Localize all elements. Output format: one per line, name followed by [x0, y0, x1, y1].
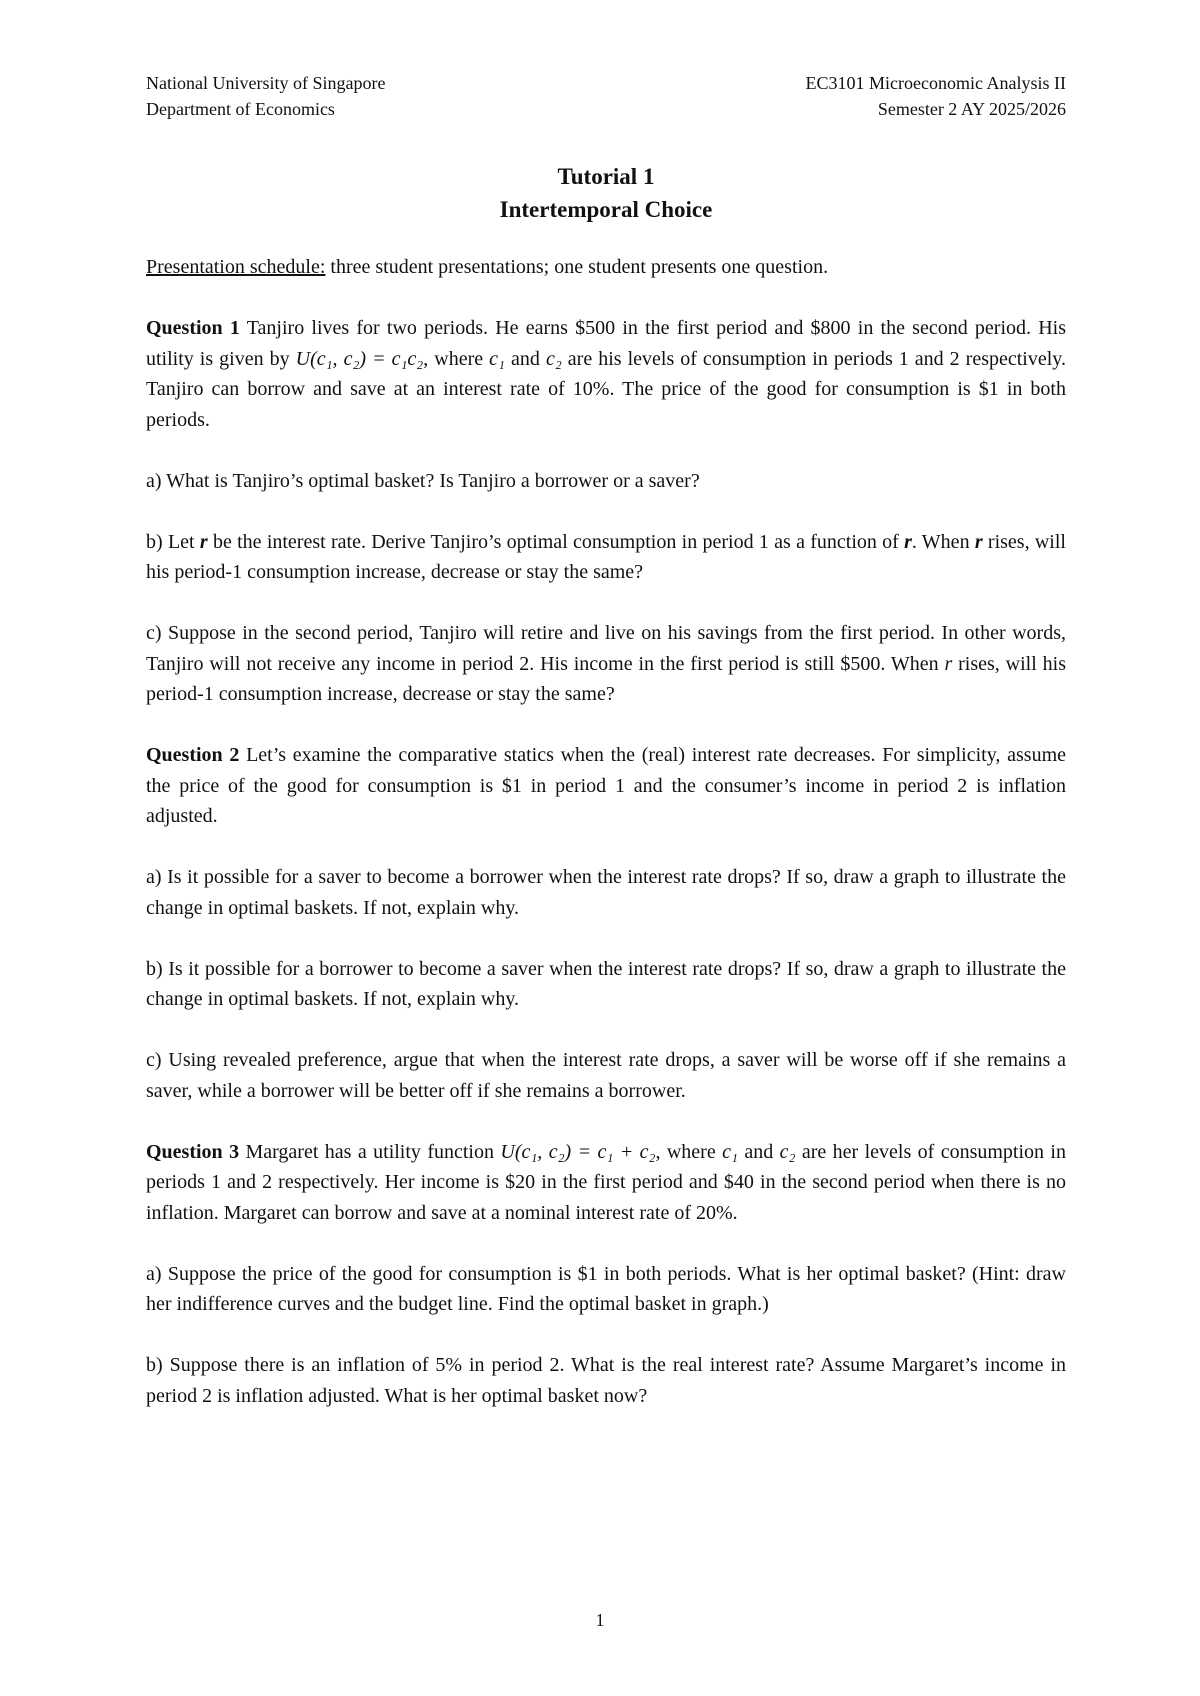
q2-text: Let’s examine the comparative statics when the (real) interest rate decreases. For simplicity, assume the price of the good for consumption is $1 in period 1 and the consumer’s income in period 2 is inflation adjusted.	[146, 744, 1066, 827]
q1c-var-r: r	[944, 652, 953, 675]
q1c-text-2: rises, will his period-1 consumption increase, decrease or stay the same?	[146, 652, 1067, 705]
q1c-text-1: c) Suppose in the second period, Tanjiro will retire and live on his savings from the first period. In other words, Tanjiro will not receive any income in period 2. His income in the first period is still $500. When	[146, 622, 1066, 675]
q1b-text-2: be the interest rate. Derive Tanjiro’s optimal consumption in period 1 as a function of	[207, 530, 905, 553]
question-2-body	[146, 740, 1066, 832]
question-3-label: Question 3	[146, 1140, 240, 1163]
q1b-var-r-3: r	[974, 530, 983, 553]
document-title	[146, 160, 1066, 226]
q1-var-c2: c₂	[545, 347, 562, 370]
question-3-body	[146, 1137, 1066, 1229]
page-header	[146, 70, 1066, 122]
q1b-text-3: . When	[911, 530, 975, 553]
q1-text-3: and	[505, 347, 546, 370]
q3-text-3: and	[737, 1140, 780, 1163]
q1-var-c1: c₁	[489, 347, 506, 370]
schedule-label: Presentation schedule:	[146, 256, 326, 278]
q1-text-2: , where	[423, 347, 490, 370]
q1b-var-r-1: r	[199, 530, 208, 553]
q1-utility-formula: U(c₁, c₂) = c₁c₂	[295, 347, 424, 370]
question-2-label: Question 2	[146, 744, 240, 766]
question-2c: c) Using revealed preference, argue that when the interest rate drops, a saver will be worse off if she remains a saver, while a borrower will be better off if she remains a borrower.	[146, 1049, 1066, 1102]
presentation-schedule	[146, 252, 1066, 283]
page-number: 1	[595, 1610, 605, 1630]
question-1a: a) What is Tanjiro’s optimal basket? Is Tanjiro a borrower or a saver?	[146, 469, 700, 492]
question-3b: b) Suppose there is an inflation of 5% in period 2. What is the real interest rate? Assume Margaret’s income in period 2 is inflation adjusted. What is her optimal basket now?	[146, 1354, 1066, 1407]
question-2b: b) Is it possible for a borrower to become a saver when the interest rate drops? If so, draw a graph to illustrate the change in optimal baskets. If not, explain why.	[146, 957, 1066, 1010]
university-name: National University of Singapore	[146, 73, 386, 93]
question-1c	[146, 618, 1066, 710]
question-1-body	[146, 313, 1066, 435]
q1-text-4: are his levels of consumption in periods 1 and 2 respectively. Tanjiro can borrow and save at an interest rate of 10%. The price of the good for consumption is $1 in both periods.	[146, 347, 1066, 431]
question-1b	[146, 527, 1066, 588]
department-name: Department of Economics	[146, 99, 335, 119]
q3-var-c1: c₁	[722, 1140, 738, 1163]
course-name: EC3101 Microeconomic Analysis II	[805, 73, 1066, 93]
semester: Semester 2 AY 2025/2026	[877, 99, 1066, 119]
header-right	[806, 70, 1066, 122]
q3-text-2: , where	[655, 1140, 723, 1163]
question-3a: a) Suppose the price of the good for consumption is $1 in both periods. What is her optimal basket? (Hint: draw her indifference curves and the budget line. Find the optimal basket in graph.)	[146, 1262, 1066, 1315]
q1b-text-4: rises, will his period-1 consumption increase, decrease or stay the same?	[146, 530, 1066, 583]
header-left	[146, 70, 385, 122]
question-2a: a) Is it possible for a saver to become a borrower when the interest rate drops? If so, draw a graph to illustrate the change in optimal baskets. If not, explain why.	[146, 866, 1066, 919]
title-line-1: Tutorial 1	[557, 164, 655, 189]
question-1-label: Question 1	[146, 317, 240, 339]
title-line-2: Intertemporal Choice	[499, 197, 713, 222]
q3-text-1: Margaret has a utility function	[239, 1140, 501, 1163]
q3-utility-formula: U(c₁, c₂) = c₁ + c₂	[500, 1140, 656, 1163]
q1b-text-1: b) Let	[146, 530, 200, 553]
q1b-var-r-2: r	[904, 530, 912, 553]
q3-text-4: are her levels of consumption in periods 1 and 2 respectively. Her income is $20 in the first period and $40 in the second period when there is no inflation. Margaret can borrow and save at a nominal interest rate of 20%.	[146, 1140, 1066, 1224]
q3-var-c2: c₂	[779, 1140, 796, 1163]
q1-text-1: Tanjiro lives for two periods. He earns $500 in the first period and $800 in the second period. His utility is given by	[146, 317, 1066, 370]
schedule-text: three student presentations; one student presents one question.	[325, 256, 829, 278]
